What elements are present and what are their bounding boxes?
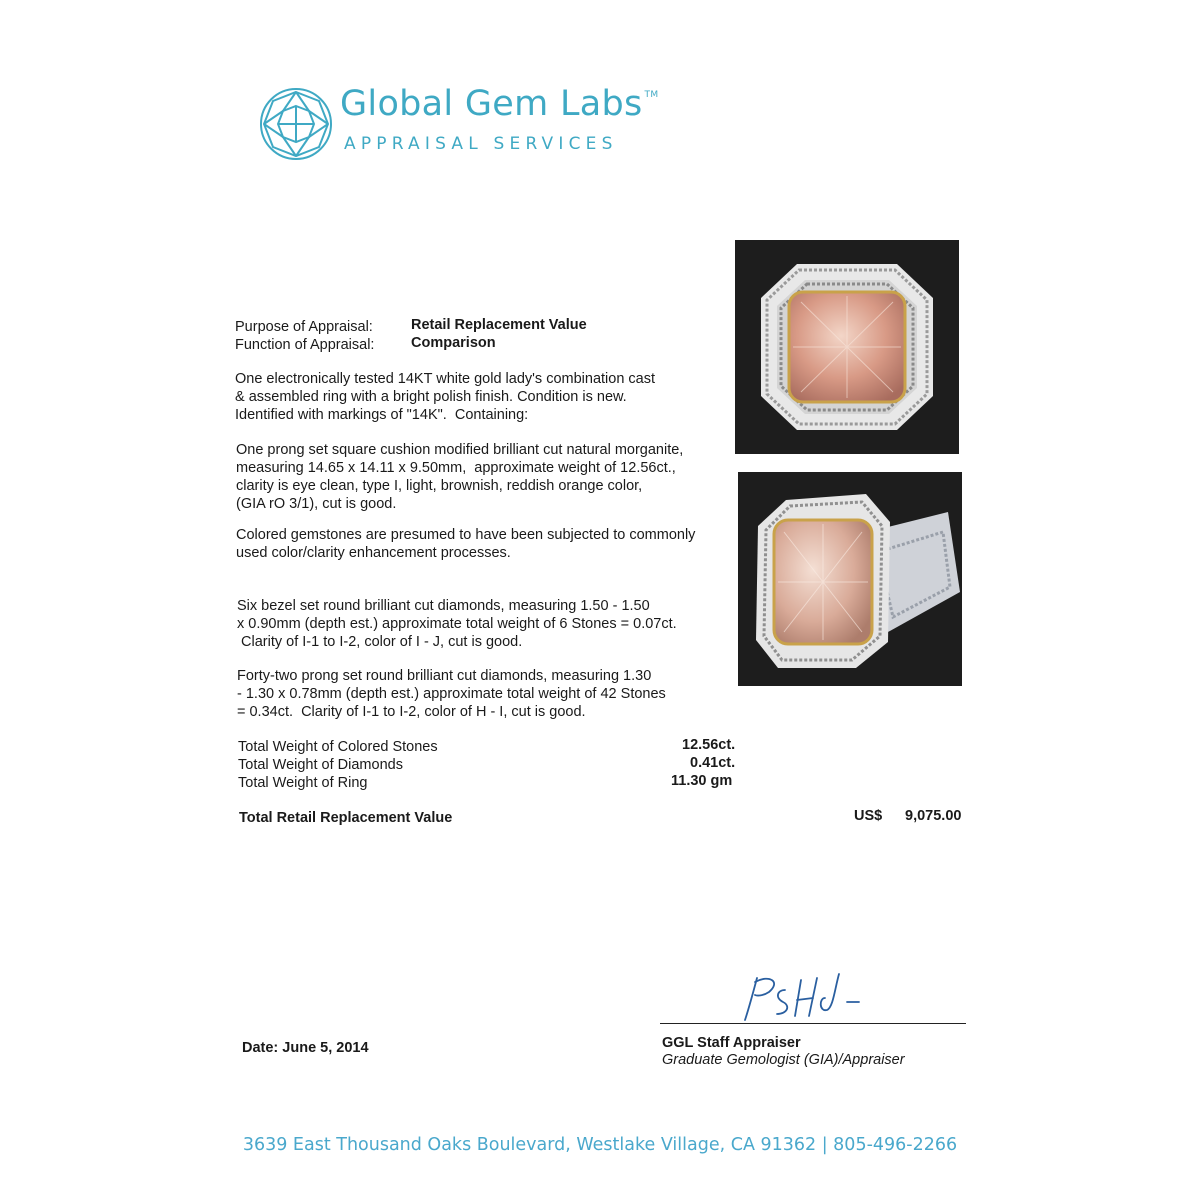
logo-subtitle: APPRAISAL SERVICES bbox=[344, 134, 618, 154]
colored-stones-weight-label: Total Weight of Colored Stones bbox=[238, 739, 438, 755]
appraiser-signature bbox=[735, 968, 865, 1028]
ring-angled-image bbox=[738, 472, 962, 686]
purpose-label: Purpose of Appraisal: bbox=[235, 319, 373, 335]
appraiser-subtitle: Graduate Gemologist (GIA)/Appraiser bbox=[662, 1052, 905, 1068]
currency-label: US$ bbox=[854, 808, 883, 824]
footer-address: 3639 East Thousand Oaks Boulevard, Westlake Village, CA 91362 | 805-496-2266 bbox=[242, 1135, 958, 1155]
diamonds-weight-label: Total Weight of Diamonds bbox=[238, 757, 403, 773]
ring-description: One electronically tested 14KT white gold lady's combination cast & assembled ring with a bright polish finish. Condition is new. Identified with markings of "14K". Containing: bbox=[235, 371, 656, 423]
appraisal-date: Date: June 5, 2014 bbox=[242, 1040, 369, 1056]
ring-angled-photo bbox=[738, 472, 962, 686]
prong-diamonds-description: Forty-two prong set round brilliant cut diamonds, measuring 1.30 - 1.30 x 0.78mm (depth est.) approximate total weight of 42 Stones = 0.34ct. Clarity of I-1 to I-2, color of H - I, cut is good. bbox=[237, 668, 666, 720]
diamonds-weight-value: 0.41ct. bbox=[690, 755, 736, 771]
trademark-mark: TM bbox=[644, 90, 659, 100]
enhancement-note: Colored gemstones are presumed to have been subjected to commonly used color/clarity enhancement processes. bbox=[236, 527, 696, 561]
purpose-value: Retail Replacement Value bbox=[411, 317, 587, 333]
colored-stones-weight-value: 12.56ct. bbox=[682, 737, 736, 753]
ring-weight-label: Total Weight of Ring bbox=[238, 775, 368, 791]
logo-title bbox=[340, 84, 658, 124]
bezel-diamonds-description: Six bezel set round brilliant cut diamonds, measuring 1.50 - 1.50 x 0.90mm (depth est.) approximate total weight of 6 Stones = 0.07ct. Clarity of I-1 to I-2, color of I - J, cut is good. bbox=[237, 598, 677, 650]
logo-title-text: Global Gem Labs bbox=[340, 84, 643, 124]
ring-top-photo bbox=[735, 240, 959, 454]
gem-logo-icon bbox=[258, 86, 334, 162]
retail-value-label: Total Retail Replacement Value bbox=[239, 810, 453, 826]
function-label: Function of Appraisal: bbox=[235, 337, 375, 353]
morganite-description: One prong set square cushion modified brilliant cut natural morganite, measuring 14.65 x 14.11 x 9.50mm, approximate weight of 12.56ct., clarity is eye clean, type I, light, brownish, reddish orange color, (GIA rO 3/1), cut is good. bbox=[236, 442, 684, 512]
ring-weight-value: 11.30 gm bbox=[671, 773, 733, 789]
appraiser-title: GGL Staff Appraiser bbox=[662, 1035, 801, 1051]
ring-top-image bbox=[735, 240, 959, 454]
signature-line bbox=[660, 1023, 966, 1024]
function-value: Comparison bbox=[411, 335, 496, 351]
retail-value-amount: 9,075.00 bbox=[905, 808, 962, 824]
